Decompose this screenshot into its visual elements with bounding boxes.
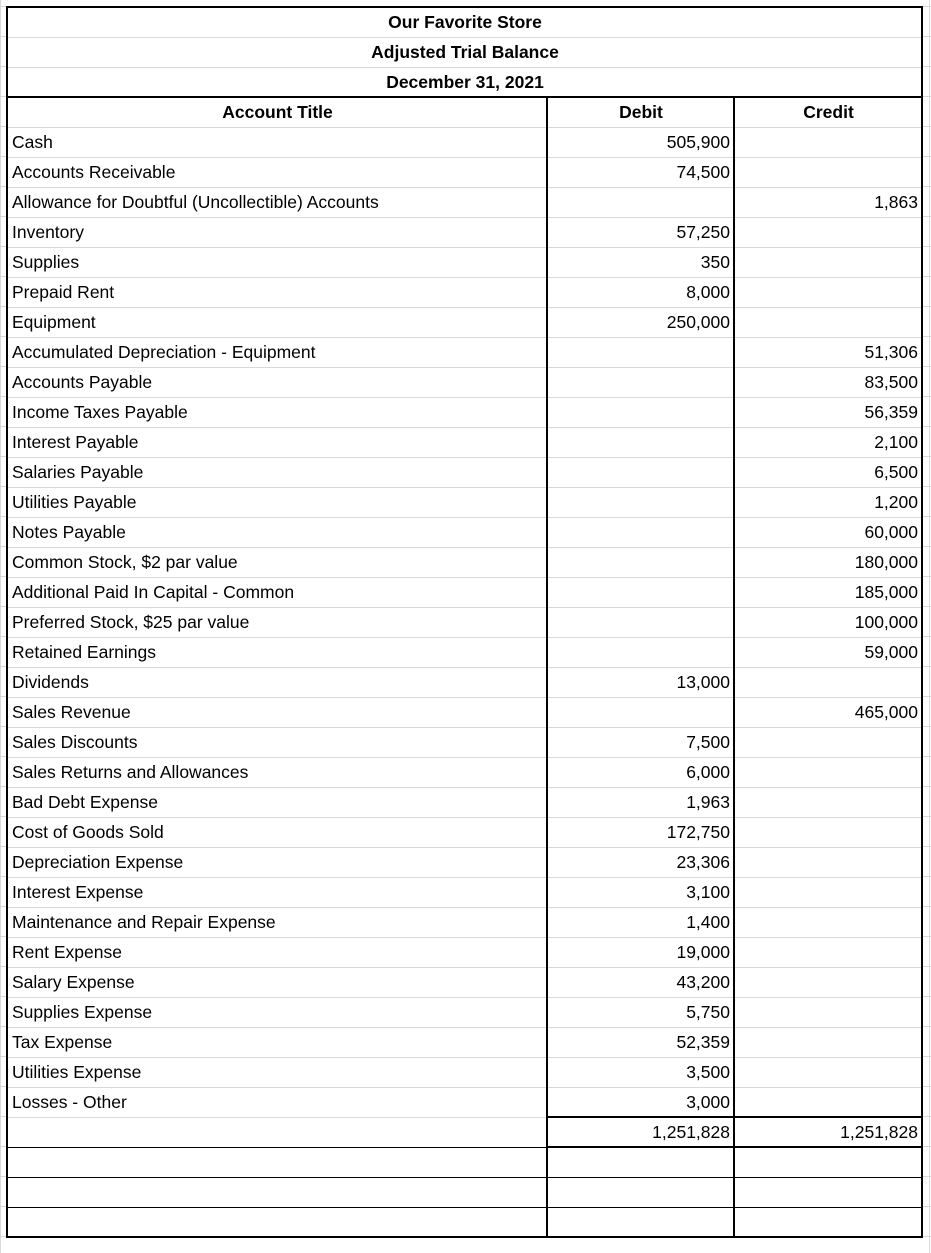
credit-amount-cell[interactable] xyxy=(734,787,922,817)
credit-amount-cell[interactable]: 56,359 xyxy=(734,397,922,427)
debit-amount-cell[interactable] xyxy=(547,187,734,217)
credit-amount-cell[interactable] xyxy=(734,937,922,967)
account-title-cell[interactable]: Interest Expense xyxy=(7,877,547,907)
company-name-row xyxy=(7,7,922,37)
table-row xyxy=(7,907,922,937)
table-row xyxy=(7,547,922,577)
debit-amount-cell[interactable] xyxy=(547,397,734,427)
table-row xyxy=(7,877,922,907)
credit-amount-cell[interactable] xyxy=(734,667,922,697)
credit-amount-cell[interactable] xyxy=(734,817,922,847)
table-row xyxy=(7,487,922,517)
table-row xyxy=(7,127,922,157)
statement-date: December 31, 2021 xyxy=(7,67,922,97)
debit-amount-cell[interactable] xyxy=(547,637,734,667)
statement-title: Adjusted Trial Balance xyxy=(7,37,922,67)
table-row xyxy=(7,997,922,1027)
table-row xyxy=(7,667,922,697)
debit-amount-cell[interactable]: 8,000 xyxy=(547,277,734,307)
debit-amount-cell[interactable] xyxy=(547,427,734,457)
blank-row xyxy=(7,1207,922,1237)
table-row xyxy=(7,307,922,337)
table-row xyxy=(7,577,922,607)
account-title-cell[interactable]: Additional Paid In Capital - Common xyxy=(7,577,547,607)
table-row xyxy=(7,247,922,277)
debit-amount-cell[interactable] xyxy=(547,367,734,397)
account-title-cell[interactable]: Rent Expense xyxy=(7,937,547,967)
credit-amount-cell[interactable]: 185,000 xyxy=(734,577,922,607)
credit-amount-cell[interactable] xyxy=(734,1087,922,1117)
column-header-credit: Credit xyxy=(734,97,922,127)
credit-amount-cell[interactable] xyxy=(734,307,922,337)
account-title-cell[interactable]: Accounts Payable xyxy=(7,367,547,397)
account-title-cell[interactable]: Common Stock, $2 par value xyxy=(7,547,547,577)
debit-amount-cell[interactable]: 3,500 xyxy=(547,1057,734,1087)
credit-amount-cell[interactable] xyxy=(734,217,922,247)
debit-amount-cell[interactable] xyxy=(547,487,734,517)
account-title-cell[interactable]: Prepaid Rent xyxy=(7,277,547,307)
debit-amount-cell[interactable]: 172,750 xyxy=(547,817,734,847)
credit-amount-cell[interactable] xyxy=(734,907,922,937)
credit-amount-cell[interactable] xyxy=(734,1057,922,1087)
table-row xyxy=(7,277,922,307)
blank-debit-cell[interactable] xyxy=(547,1207,734,1237)
debit-amount-cell[interactable]: 3,100 xyxy=(547,877,734,907)
table-row xyxy=(7,217,922,247)
totals-row xyxy=(7,1117,922,1147)
account-title-cell[interactable]: Retained Earnings xyxy=(7,637,547,667)
blank-row xyxy=(7,1177,922,1207)
blank-account-cell[interactable] xyxy=(7,1207,547,1237)
account-title-cell[interactable]: Salaries Payable xyxy=(7,457,547,487)
debit-amount-cell[interactable]: 6,000 xyxy=(547,757,734,787)
debit-amount-cell[interactable]: 23,306 xyxy=(547,847,734,877)
table-row xyxy=(7,607,922,637)
table-row xyxy=(7,187,922,217)
blank-credit-cell[interactable] xyxy=(734,1147,922,1177)
credit-amount-cell[interactable] xyxy=(734,757,922,787)
credit-amount-cell[interactable] xyxy=(734,1027,922,1057)
company-name: Our Favorite Store xyxy=(7,7,922,37)
table-row xyxy=(7,757,922,787)
credit-amount-cell[interactable]: 51,306 xyxy=(734,337,922,367)
debit-amount-cell[interactable] xyxy=(547,547,734,577)
statement-date-row xyxy=(7,67,922,97)
credit-amount-cell[interactable]: 60,000 xyxy=(734,517,922,547)
table-row xyxy=(7,337,922,367)
debit-amount-cell[interactable]: 57,250 xyxy=(547,217,734,247)
table-row xyxy=(7,517,922,547)
total-debit-cell[interactable]: 1,251,828 xyxy=(547,1117,734,1147)
table-row xyxy=(7,157,922,187)
debit-amount-cell[interactable]: 5,750 xyxy=(547,997,734,1027)
credit-amount-cell[interactable] xyxy=(734,997,922,1027)
statement-title-row xyxy=(7,37,922,67)
account-title-cell[interactable]: Equipment xyxy=(7,307,547,337)
debit-amount-cell[interactable]: 13,000 xyxy=(547,667,734,697)
column-header-row xyxy=(7,97,922,127)
credit-amount-cell[interactable]: 1,863 xyxy=(734,187,922,217)
credit-amount-cell[interactable]: 180,000 xyxy=(734,547,922,577)
account-title-cell[interactable]: Cash xyxy=(7,127,547,157)
credit-amount-cell[interactable] xyxy=(734,127,922,157)
adjusted-trial-balance-table xyxy=(6,6,923,1238)
blank-credit-cell[interactable] xyxy=(734,1207,922,1237)
debit-amount-cell[interactable]: 1,963 xyxy=(547,787,734,817)
account-title-cell[interactable]: Utilities Payable xyxy=(7,487,547,517)
debit-amount-cell[interactable] xyxy=(547,697,734,727)
account-title-cell[interactable]: Inventory xyxy=(7,217,547,247)
credit-amount-cell[interactable]: 83,500 xyxy=(734,367,922,397)
gridline-vertical xyxy=(0,0,1,1253)
account-title-cell[interactable]: Supplies Expense xyxy=(7,997,547,1027)
account-title-cell[interactable]: Accumulated Depreciation - Equipment xyxy=(7,337,547,367)
account-title-cell[interactable]: Cost of Goods Sold xyxy=(7,817,547,847)
debit-amount-cell[interactable]: 19,000 xyxy=(547,937,734,967)
table-row xyxy=(7,847,922,877)
table-row xyxy=(7,637,922,667)
account-title-cell[interactable]: Supplies xyxy=(7,247,547,277)
account-title-cell[interactable]: Interest Payable xyxy=(7,427,547,457)
debit-amount-cell[interactable]: 74,500 xyxy=(547,157,734,187)
credit-amount-cell[interactable]: 100,000 xyxy=(734,607,922,637)
account-title-cell[interactable]: Sales Discounts xyxy=(7,727,547,757)
table-row xyxy=(7,457,922,487)
debit-amount-cell[interactable] xyxy=(547,607,734,637)
table-row xyxy=(7,367,922,397)
account-title-cell[interactable]: Accounts Receivable xyxy=(7,157,547,187)
totals-label-cell[interactable] xyxy=(7,1117,547,1147)
account-title-cell[interactable]: Tax Expense xyxy=(7,1027,547,1057)
account-title-cell[interactable]: Sales Revenue xyxy=(7,697,547,727)
table-row xyxy=(7,967,922,997)
account-title-cell[interactable]: Income Taxes Payable xyxy=(7,397,547,427)
blank-debit-cell[interactable] xyxy=(547,1147,734,1177)
table-row xyxy=(7,1087,922,1117)
account-title-cell[interactable]: Depreciation Expense xyxy=(7,847,547,877)
credit-amount-cell[interactable] xyxy=(734,247,922,277)
table-row xyxy=(7,937,922,967)
account-title-cell[interactable]: Allowance for Doubtful (Uncollectible) Accounts xyxy=(7,187,547,217)
account-title-cell[interactable]: Utilities Expense xyxy=(7,1057,547,1087)
credit-amount-cell[interactable] xyxy=(734,157,922,187)
debit-amount-cell[interactable]: 1,400 xyxy=(547,907,734,937)
blank-account-cell[interactable] xyxy=(7,1147,547,1177)
table-row xyxy=(7,427,922,457)
account-title-cell[interactable]: Maintenance and Repair Expense xyxy=(7,907,547,937)
gridline-vertical xyxy=(929,0,930,1253)
account-title-cell[interactable]: Losses - Other xyxy=(7,1087,547,1117)
account-title-cell[interactable]: Salary Expense xyxy=(7,967,547,997)
account-title-cell[interactable]: Dividends xyxy=(7,667,547,697)
account-title-cell[interactable]: Preferred Stock, $25 par value xyxy=(7,607,547,637)
credit-amount-cell[interactable] xyxy=(734,877,922,907)
table-row xyxy=(7,727,922,757)
debit-amount-cell[interactable] xyxy=(547,337,734,367)
column-header-account-title: Account Title xyxy=(7,97,547,127)
table-row xyxy=(7,397,922,427)
column-header-debit: Debit xyxy=(547,97,734,127)
blank-debit-cell[interactable] xyxy=(547,1177,734,1207)
credit-amount-cell[interactable] xyxy=(734,727,922,757)
debit-amount-cell[interactable] xyxy=(547,517,734,547)
credit-amount-cell[interactable]: 6,500 xyxy=(734,457,922,487)
credit-amount-cell[interactable] xyxy=(734,277,922,307)
debit-amount-cell[interactable]: 7,500 xyxy=(547,727,734,757)
table-row xyxy=(7,697,922,727)
credit-amount-cell[interactable] xyxy=(734,967,922,997)
account-title-cell[interactable]: Bad Debt Expense xyxy=(7,787,547,817)
table-row xyxy=(7,1027,922,1057)
blank-credit-cell[interactable] xyxy=(734,1177,922,1207)
debit-amount-cell[interactable]: 3,000 xyxy=(547,1087,734,1117)
account-title-cell[interactable]: Notes Payable xyxy=(7,517,547,547)
table-row xyxy=(7,817,922,847)
debit-amount-cell[interactable]: 250,000 xyxy=(547,307,734,337)
blank-row xyxy=(7,1147,922,1177)
debit-amount-cell[interactable]: 505,900 xyxy=(547,127,734,157)
credit-amount-cell[interactable]: 2,100 xyxy=(734,427,922,457)
debit-amount-cell[interactable]: 52,359 xyxy=(547,1027,734,1057)
credit-amount-cell[interactable]: 465,000 xyxy=(734,697,922,727)
blank-account-cell[interactable] xyxy=(7,1177,547,1207)
total-credit-cell[interactable]: 1,251,828 xyxy=(734,1117,922,1147)
debit-amount-cell[interactable] xyxy=(547,577,734,607)
credit-amount-cell[interactable] xyxy=(734,847,922,877)
credit-amount-cell[interactable]: 59,000 xyxy=(734,637,922,667)
credit-amount-cell[interactable]: 1,200 xyxy=(734,487,922,517)
debit-amount-cell[interactable] xyxy=(547,457,734,487)
table-row xyxy=(7,1057,922,1087)
account-title-cell[interactable]: Sales Returns and Allowances xyxy=(7,757,547,787)
table-row xyxy=(7,787,922,817)
trial-balance-container xyxy=(6,6,921,1238)
debit-amount-cell[interactable]: 350 xyxy=(547,247,734,277)
debit-amount-cell[interactable]: 43,200 xyxy=(547,967,734,997)
